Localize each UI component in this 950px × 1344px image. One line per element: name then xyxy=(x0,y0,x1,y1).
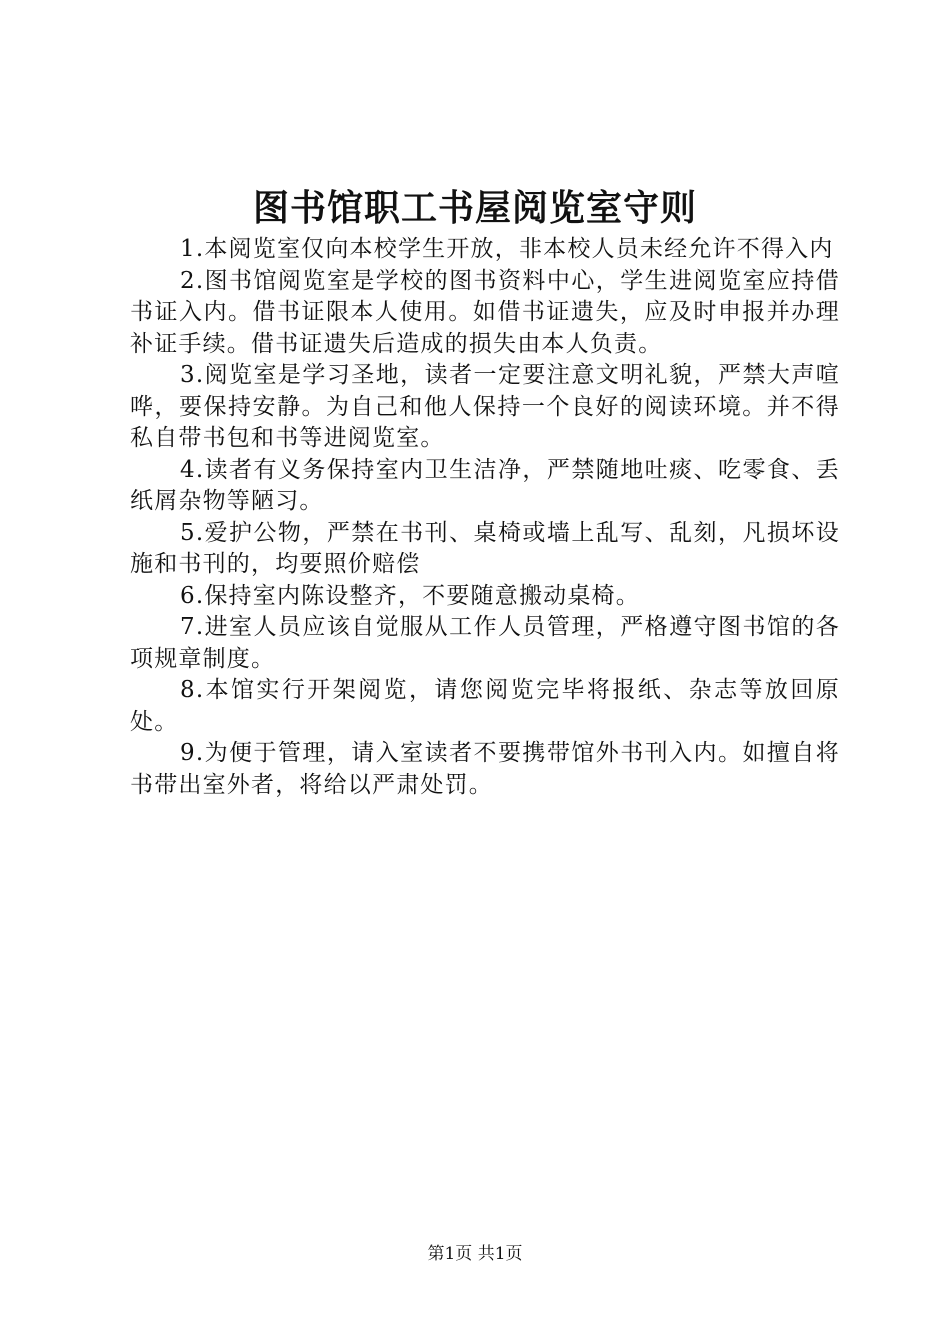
rule-paragraph-3: 3.阅览室是学习圣地，读者一定要注意文明礼貌，严禁大声喧哗，要保持安静。为自己和他人保持一个良好的阅读环境。并不得私自带书包和书等进阅览室。 xyxy=(130,362,840,451)
rule-paragraph-5: 5.爱护公物，严禁在书刊、桌椅或墙上乱写、乱刻，凡损坏设施和书刊的，均要照价赔偿 xyxy=(130,519,840,577)
rule-paragraph-1: 1.本阅览室仅向本校学生开放，非本校人员未经允许不得入内 xyxy=(180,236,834,262)
rule-paragraph-4: 4.读者有义务保持室内卫生洁净，严禁随地吐痰、吃零食、丢纸屑杂物等陋习。 xyxy=(130,456,840,514)
document-body xyxy=(130,234,840,801)
page-footer: 第1页 共1页 xyxy=(427,1244,523,1264)
rule-paragraph-6: 6.保持室内陈设整齐，不要随意搬动桌椅。 xyxy=(180,582,640,609)
document-title: 图书馆职工书屋阅览室守则 xyxy=(252,187,697,229)
rule-paragraph-9: 9.为便于管理，请入室读者不要携带馆外书刊入内。如擅自将书带出室外者，将给以严肃处罚。 xyxy=(130,740,840,798)
rule-paragraph-2: 2.图书馆阅览室是学校的图书资料中心，学生进阅览室应持借书证入内。借书证限本人使用。如借书证遗失，应及时申报并办理补证手续。借书证遗失后造成的损失由本人负责。 xyxy=(130,267,840,357)
rule-paragraph-7: 7.进室人员应该自觉服从工作人员管理，严格遵守图书馆的各项规章制度。 xyxy=(130,614,840,672)
rule-paragraph-8: 8.本馆实行开架阅览，请您阅览完毕将报纸、杂志等放回原处。 xyxy=(130,677,840,735)
